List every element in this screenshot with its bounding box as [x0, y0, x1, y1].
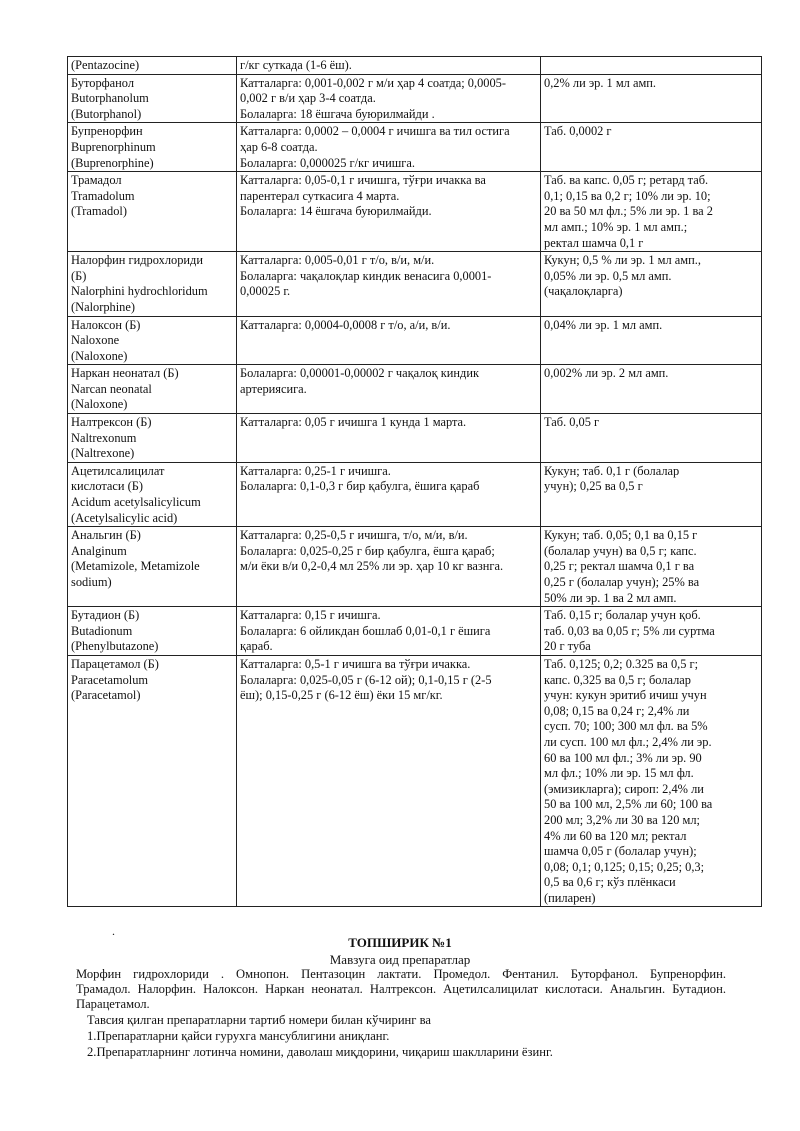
cell-line: (Naltrexone) — [71, 446, 135, 461]
cell-line: Катталарга: 0,005-0,01 г т/о, в/и, м/и. — [240, 253, 435, 268]
cell-line: учун: кукун эритиб ичиш учун — [544, 688, 707, 703]
dosage-cell — [237, 123, 541, 172]
drug-name-cell — [68, 365, 237, 414]
cell-line: Ацетилсалицилат — [71, 463, 165, 478]
cell-line: Катталарга: 0,0002 – 0,0004 г ичишга ва тил остига — [240, 124, 510, 139]
cell-line: ёш); 0,15-0,25 г (6-12 ёш) ёки 15 мг/кг. — [240, 688, 443, 703]
drug-name-cell — [68, 172, 237, 252]
table-row — [68, 607, 762, 656]
drug-name-cell — [68, 527, 237, 607]
cell-line: Болаларга: 14 ёшгача буюрилмайди. — [240, 204, 432, 219]
dosage-cell — [237, 655, 541, 907]
cell-line: 0,2% ли эр. 1 мл амп. — [544, 75, 657, 90]
cell-line: г/кг суткада (1-6 ёш). — [240, 58, 352, 72]
drug-name-cell — [68, 607, 237, 656]
drug-name-cell — [68, 57, 237, 75]
cell-line: Катталарга: 0,05-0,1 г ичишга, тўғри ичакка ва — [240, 173, 486, 188]
cell-line: 20 г туба — [544, 639, 591, 654]
cell-line: (Pentazocine) — [71, 58, 140, 72]
cell-line: мл фл.; 10% ли эр. 15 мл фл. — [544, 766, 694, 781]
cell-line: Катталарга: 0,25-1 г ичишга. — [240, 463, 391, 478]
cell-line: (Tramadol) — [71, 204, 127, 219]
cell-line: 4% ли 60 ва 120 мл; ректал — [544, 828, 687, 843]
drug-list-paragraph: Морфин гидрохлориди . Омнопон. Пентазоцин лактати. Промедол. Фентанил. Буторфанол. Бупренорфин. Трамадол. Налорфин. Налоксон. Наркан неонатал. Налтрексон. Ацетилсалицилат кислотаси. Анальгин. Бутадион. Парацетамол. — [76, 967, 726, 1011]
release-form-cell — [541, 607, 762, 656]
cell-line: Butorphanolum — [71, 91, 149, 106]
cell-line: Naloxone — [71, 333, 120, 348]
cell-line: Буторфанол — [71, 75, 135, 90]
table-row — [68, 316, 762, 365]
release-form-cell — [541, 172, 762, 252]
table-row — [68, 172, 762, 252]
cell-line: Таб. 0,0002 г — [544, 124, 612, 139]
dosage-cell — [237, 527, 541, 607]
cell-line: артериясига. — [240, 381, 307, 396]
dosage-cell — [237, 607, 541, 656]
release-form-cell — [541, 414, 762, 463]
drug-name-cell — [68, 74, 237, 123]
cell-line: 0,05% ли эр. 0,5 мл амп. — [544, 268, 672, 283]
table-row — [68, 527, 762, 607]
cell-line: Nalorphini hydrochloridum — [71, 284, 208, 299]
drug-name-cell — [68, 414, 237, 463]
table-body — [68, 57, 762, 907]
cell-line: (пиларен) — [544, 890, 596, 905]
cell-line: Болаларга: 0,1-0,3 г бир қабулга, ёшига қараб — [240, 479, 480, 494]
cell-line: Naltrexonum — [71, 430, 137, 445]
release-form-cell — [541, 74, 762, 123]
cell-line: (Nalorphine) — [71, 299, 135, 314]
release-form-cell — [541, 462, 762, 526]
cell-line: Acidum acetylsalicylicum — [71, 495, 201, 510]
release-form-cell — [541, 316, 762, 365]
cell-line: Болаларга: 0,000025 г/кг ичишга. — [240, 155, 415, 170]
cell-line: 50 ва 100 мл, 2,5% ли 60; 100 ва — [544, 797, 713, 812]
cell-line: Бутадион (Б) — [71, 608, 140, 623]
table-row — [68, 655, 762, 907]
cell-line: Болаларга: 6 ойликдан бошлаб 0,01-0,1 г ёшига — [240, 623, 491, 638]
cell-line: Наркан неонатал (Б) — [71, 366, 179, 381]
cell-line: (Naloxone) — [71, 348, 128, 363]
cell-line: (Paracetamol) — [71, 688, 141, 703]
cell-line: Butadionum — [71, 623, 133, 638]
cell-line: Таб. 0,125; 0,2; 0.325 ва 0,5 г; — [544, 656, 699, 671]
cell-line: (эмизикларга); сироп: 2,4% ли — [544, 781, 704, 796]
release-form-cell — [541, 527, 762, 607]
cell-line: қараб. — [240, 639, 273, 654]
cell-line: Tramadolum — [71, 188, 135, 203]
drug-name-cell — [68, 655, 237, 907]
cell-line: Paracetamolum — [71, 672, 149, 687]
cell-line: Narcan neonatal — [71, 381, 152, 396]
cell-line: Кукун; таб. 0,05; 0,1 ва 0,15 г — [544, 528, 698, 543]
dosage-cell — [237, 57, 541, 75]
cell-line: Парацетамол (Б) — [71, 656, 159, 671]
cell-line: (болалар учун) ва 0,5 г; капс. — [544, 543, 697, 558]
cell-line: Болаларга: 0,025-0,25 г бир қабулга, ёшга қараб; — [240, 543, 495, 558]
cell-line: кислотаси (Б) — [71, 479, 144, 494]
cell-line: Болаларга: чақалоқлар киндик венасига 0,0001- — [240, 268, 492, 283]
dosage-cell — [237, 252, 541, 316]
cell-line: (Metamizole, Metamizole — [71, 559, 200, 574]
cell-line: таб. 0,03 ва 0,05 г; 5% ли суртма — [544, 623, 715, 638]
cell-line: (Butorphanol) — [71, 106, 142, 121]
cell-line: sodium) — [71, 575, 112, 589]
drug-dosage-table — [67, 56, 762, 907]
cell-line: 20 ва 50 мл фл.; 5% ли эр. 1 ва 2 — [544, 204, 713, 219]
table-row — [68, 252, 762, 316]
cell-line: м/и ёки в/и 0,2-0,4 мл 25% ли эр. ҳар 10 кг вазнга. — [240, 559, 504, 574]
cell-line: 0,002% ли эр. 2 мл амп. — [544, 366, 669, 381]
cell-line: 0,25 г; ректал шамча 0,1 г ва — [544, 559, 695, 574]
dosage-cell — [237, 172, 541, 252]
cell-line: 200 мл; 3,2% ли 30 ва 120 мл; — [544, 812, 700, 827]
cell-line: Болаларга: 0,00001-0,00002 г чақалоқ киндик — [240, 366, 479, 381]
task-item-1: 1.Препаратларни қайси гурухга мансублигини аниқланг. — [87, 1029, 390, 1043]
stray-dot: . — [112, 924, 115, 938]
cell-line: Катталарга: 0,15 г ичишга. — [240, 608, 381, 623]
cell-line: Катталарга: 0,25-0,5 г ичишга, т/о, м/и, в/и. — [240, 528, 468, 543]
task-item-2: 2.Препаратларнинг лотинча номини, даволаш миқдорини, чиқариш шаклларини ёзинг. — [87, 1045, 553, 1059]
cell-line: 0,08; 0,1; 0,125; 0,15; 0,25; 0,3; — [544, 859, 705, 874]
dosage-cell — [237, 74, 541, 123]
table-row — [68, 74, 762, 123]
cell-line: Катталарга: 0,001-0,002 г м/и ҳар 4 соатда; 0,0005- — [240, 75, 506, 90]
cell-line: ҳар 6-8 соатда. — [240, 139, 318, 154]
cell-line: Болаларга: 0,025-0,05 г (6-12 ой); 0,1-0,15 г (2-5 — [240, 672, 492, 687]
cell-line: (Buprenorphine) — [71, 155, 154, 170]
cell-line: Бупренорфин — [71, 124, 143, 139]
release-form-cell — [541, 252, 762, 316]
task-instruction: Тавсия қилган препаратларни тартиб номери билан кўчиринг ва — [87, 1013, 431, 1027]
cell-line: Налтрексон (Б) — [71, 415, 152, 430]
table-row — [68, 123, 762, 172]
cell-line: 0,002 г в/и ҳар 3-4 соатда. — [240, 91, 376, 106]
cell-line: Анальгин (Б) — [71, 528, 141, 543]
dosage-cell — [237, 316, 541, 365]
cell-line: сусп. 70; 100; 300 мл фл. ва 5% — [544, 719, 708, 734]
cell-line: Кукун; 0,5 % ли эр. 1 мл амп., — [544, 253, 701, 268]
table-row — [68, 57, 762, 75]
cell-line: Катталарга: 0,05 г ичишга 1 кунда 1 марта. — [240, 415, 467, 430]
cell-line: 60 ва 100 мл фл.; 3% ли эр. 90 — [544, 750, 702, 765]
cell-line: 0,04% ли эр. 1 мл амп. — [544, 317, 663, 332]
cell-line: (Б) — [71, 268, 87, 283]
cell-line: ректал шамча 0,1 г — [544, 235, 644, 250]
cell-line: Buprenorphinum — [71, 139, 156, 154]
cell-line: Болаларга: 18 ёшгача буюрилмайди . — [240, 106, 435, 121]
release-form-cell — [541, 655, 762, 907]
cell-line: учун); 0,25 ва 0,5 г — [544, 479, 643, 494]
task-title: ТОПШИРИК №1 — [348, 935, 452, 950]
cell-line: 0,00025 г. — [240, 284, 291, 299]
cell-line: Таб. 0,15 г; болалар учун қоб. — [544, 608, 701, 623]
dosage-cell — [237, 414, 541, 463]
cell-line: 0,08; 0,15 ва 0,24 г; 2,4% ли — [544, 703, 690, 718]
cell-line: капс. 0,325 ва 0,5 г; болалар — [544, 672, 691, 687]
drug-name-cell — [68, 316, 237, 365]
release-form-cell — [541, 123, 762, 172]
release-form-cell — [541, 365, 762, 414]
task-subtitle: Мавзуга оид препаратлар — [329, 952, 471, 967]
cell-line: Трамадол — [71, 173, 122, 188]
cell-line: 50% ли эр. 1 ва 2 мл амп. — [544, 590, 677, 605]
cell-line: Катталарга: 0,5-1 г ичишга ва тўғри ичакка. — [240, 656, 471, 671]
cell-line: (Acetylsalicylic acid) — [71, 510, 178, 525]
cell-line: Таб. 0,05 г — [544, 415, 600, 430]
cell-line: шамча 0,05 г (болалар учун); — [544, 844, 697, 859]
cell-line: Налоксон (Б) — [71, 317, 141, 332]
drug-name-cell — [68, 462, 237, 526]
cell-line: 0,25 г (болалар учун); 25% ва — [544, 575, 700, 589]
cell-line: Analginum — [71, 543, 127, 558]
dosage-cell — [237, 365, 541, 414]
cell-line: Налорфин гидрохлориди — [71, 253, 203, 268]
cell-line: (Phenylbutazone) — [71, 639, 159, 654]
table-row — [68, 462, 762, 526]
cell-line: Катталарга: 0,0004-0,0008 г т/о, а/и, в/и. — [240, 317, 451, 332]
cell-line: (Naloxone) — [71, 397, 128, 412]
cell-line: парентерал суткасига 4 марта. — [240, 188, 400, 203]
cell-line: (чақалоқларга) — [544, 284, 623, 299]
release-form-cell — [541, 57, 762, 75]
cell-line: 0,1; 0,15 ва 0,2 г; 10% ли эр. 10; — [544, 188, 711, 203]
cell-line: мл амп.; 10% эр. 1 мл амп.; — [544, 219, 688, 234]
dosage-cell — [237, 462, 541, 526]
cell-line: 0,5 ва 0,6 г; кўз плёнкаси — [544, 875, 676, 890]
cell-line: Кукун; таб. 0,1 г (болалар — [544, 463, 680, 478]
table-row — [68, 414, 762, 463]
drug-name-cell — [68, 123, 237, 172]
cell-line: Таб. ва капс. 0,05 г; ретард таб. — [544, 173, 709, 188]
drug-name-cell — [68, 252, 237, 316]
table-row — [68, 365, 762, 414]
cell-line: ли сусп. 100 мл фл.; 2,4% ли эр. — [544, 734, 712, 749]
